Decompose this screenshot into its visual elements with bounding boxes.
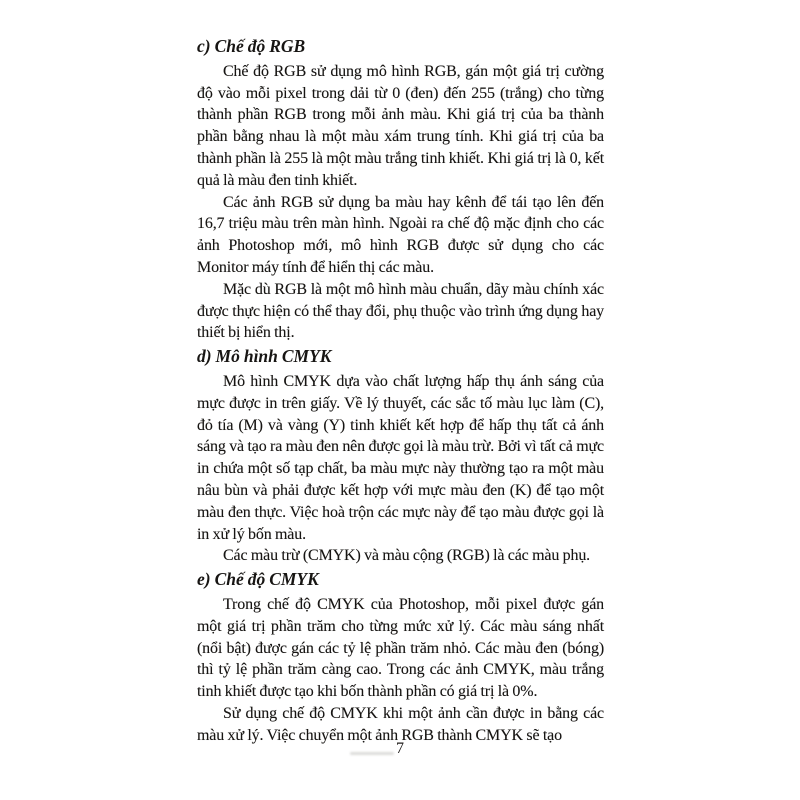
paragraph-rgb-16-7-million: Các ảnh RGB sử dụng ba màu hay kênh để tái tạo lên đến 16,7 triệu màu trên màn hình. Ngoài ra chế độ mặc định cho các ảnh Photoshop mới, mô hình RGB được sử dụng cho các Monitor máy tính để hiển thị các màu.	[197, 193, 604, 276]
section-heading-c-che-do-rgb: c) Chế độ RGB	[197, 36, 306, 56]
paragraph-rgb-standard-model: Mặc dù RGB là một mô hình màu chuẩn, dãy màu chính xác được thực hiện có thể thay đổi, phụ thuộc vào trình ứng dụng hay thiết bị hiển thị.	[197, 280, 604, 342]
text-column	[197, 34, 604, 747]
section-heading-d-mo-hinh-cmyk: d) Mô hình CMYK	[197, 346, 332, 367]
page-number: 7	[396, 740, 404, 757]
paragraph-cmyk-usage: Sử dụng chế độ CMYK khi một ảnh cần được in bằng các màu xử lý. Việc chuyển một ảnh RGB thành CMYK sẽ tạo	[197, 704, 604, 744]
paragraph-subtractive-additive: Các màu trừ (CMYK) và màu cộng (RGB) là các màu phụ.	[223, 547, 591, 565]
paragraph-cmyk-mode-percent: Trong chế độ CMYK của Photoshop, mỗi pixel được gán một giá trị phần trăm cho từng mức xử lý. Các màu sáng nhất (nổi bật) được gán các tỷ lệ phần trăm nhỏ. Các màu đen (bóng) thì tỷ lệ phần trăm càng cao. Trong các ảnh CMYK, màu trắng tinh khiết được tạo khi bốn thành phần có giá trị là 0%.	[197, 595, 604, 701]
paragraph-rgb-intensity: Chế độ RGB sử dụng mô hình RGB, gán một giá trị cường độ vào mỗi pixel trong dải từ 0 (đen) đến 255 (trắng) cho từng thành phần RGB trong mỗi ảnh màu. Khi giá trị của ba thành phần bằng nhau là một màu xám trung tính. Khi giá trị của ba thành phần là 255 là một màu trắng tinh khiết. Khi giá trị là 0, kết quả là màu đen tinh khiết.	[197, 62, 604, 189]
section-heading-e-che-do-cmyk: e) Chế độ CMYK	[197, 569, 319, 590]
paragraph-cmyk-model: Mô hình CMYK dựa vào chất lượng hấp thụ ánh sáng của mực được in trên giấy. Về lý thuyết, các sắc tố màu lục làm (C), đỏ tía (M) và vàng (Y) tinh khiết kết hợp để hấp thụ tất cả ánh sáng và tạo ra màu đen nên được gọi là màu trừ. Bởi vì tất cả mực in chứa một số tạp chất, ba màu mực này thường tạo ra một màu nâu bùn và phải được kết hợp với mực màu đen (K) để tạo một màu đen thực. Việc hoà trộn các mực này để tạo màu được gọi là in xử lý bốn màu.	[197, 372, 604, 543]
